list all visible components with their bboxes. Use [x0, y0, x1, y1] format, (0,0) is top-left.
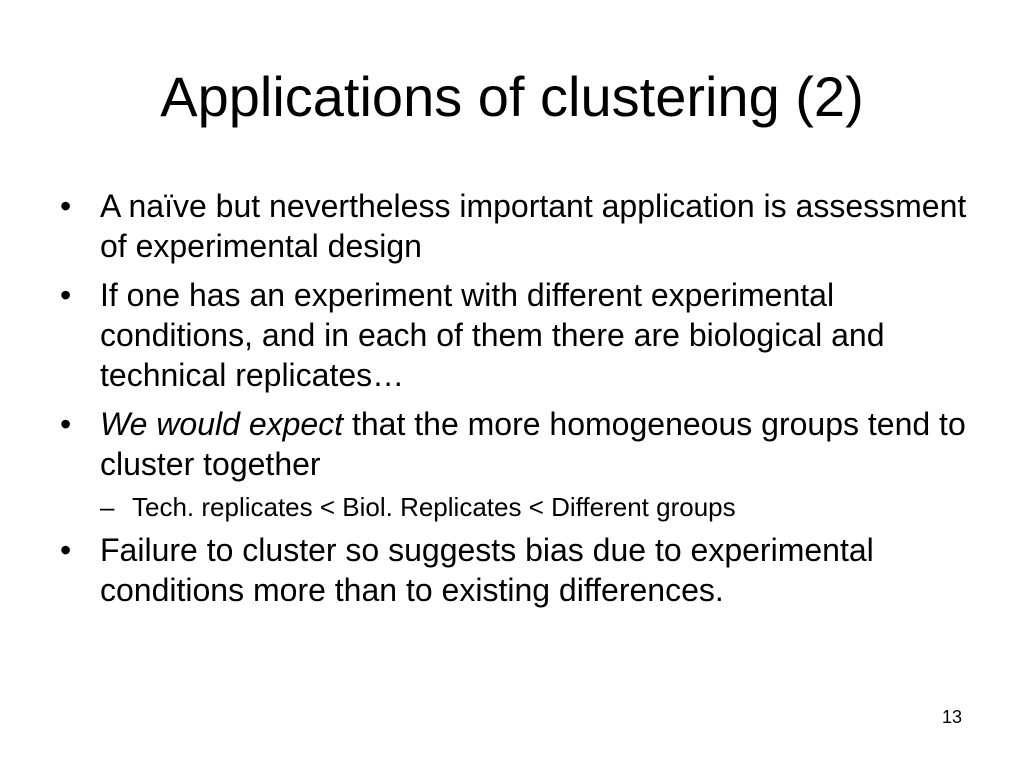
page-number: 13	[941, 707, 962, 727]
sub-bullet-item	[100, 490, 980, 524]
bullet-glyph: •	[60, 532, 72, 568]
sub-bullet-list	[100, 490, 980, 524]
bullet-item	[60, 275, 980, 395]
bullet-list	[60, 186, 980, 619]
bullet-glyph: •	[60, 277, 72, 313]
bullet-text: Failure to cluster so suggests bias due to experimental conditions more than to existing differences.	[100, 532, 874, 608]
bullet-item	[60, 530, 980, 610]
bullet-emphasis: We would expect	[100, 406, 344, 442]
sub-bullet-glyph: –	[100, 492, 115, 522]
bullet-glyph: •	[60, 188, 72, 224]
bullet-text: If one has an experiment with different experimental conditions, and in each of them there are biological and technical replicates…	[100, 277, 885, 393]
bullet-item	[60, 186, 980, 266]
bullet-glyph: •	[60, 406, 72, 442]
bullet-text: A naïve but nevertheless important application is assessment of experimental design	[100, 188, 967, 264]
bullet-text: that the more homogeneous groups tend to cluster together	[100, 406, 966, 482]
bullet-item	[60, 404, 980, 524]
sub-bullet-text: Tech. replicates < Biol. Replicates < Different groups	[132, 492, 736, 522]
slide-title: Applications of clustering (2)	[160, 65, 864, 128]
